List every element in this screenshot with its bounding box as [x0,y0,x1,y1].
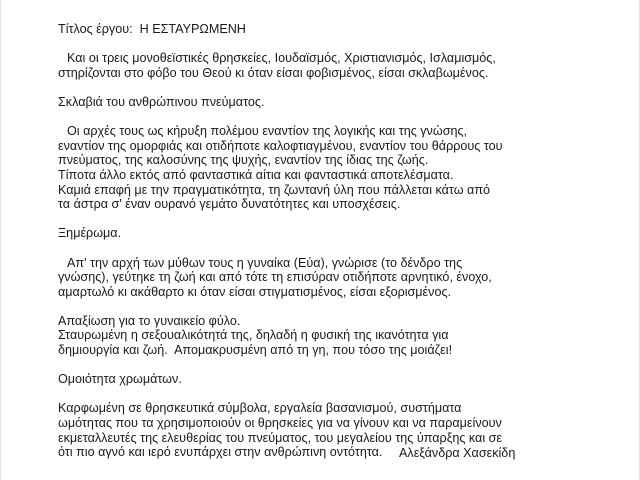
author-signature: Αλεξάνδρα Χασεκίδη [399,446,516,460]
text-line: γνώσης), γεύτηκε τη ζωή και από τότε τη επισύραν οτιδήποτε αρνητικό, ένοχο, [58,270,492,285]
paragraph-6 [58,314,628,358]
text-line: Καρφωμένη σε θρησκευτικά σύμβολα, εργαλεία βασανισμού, συστήματα [58,401,462,416]
paragraph-3 [58,124,628,212]
paragraph-7 [58,372,628,387]
title-value: Η ΕΣΤΑΥΡΩΜΕΝΗ [139,22,246,36]
text-line: Ομοιότητα χρωμάτων. [58,372,182,387]
text-line: Τίποτα άλλο εκτός από φανταστικά αίτια και φανταστικά αποτελέσματα. [58,167,454,182]
title-label: Τίτλος έργου: [58,22,133,36]
document-title [58,22,628,37]
text-line: Σκλαβιά του ανθρώπινου πνεύματος. [58,94,265,109]
text-line: εναντίον της ομορφιάς και οτιδήποτε καλοφτιαγμένου, εναντίον του θάρρους του [58,138,503,153]
text-line: Οι αρχές τους ως κήρυξη πολέμου εναντίον της λογικής και της γνώσης, [67,124,468,139]
text-line: ωμότητας που τα χρησιμοποιούν οι θρησκείες για να γίνουν και να παραμείνουν [58,416,502,431]
text-line: Ξημέρωμα. [58,226,122,241]
text-line: πνεύματος, της καλοσύνης της ψυχής, εναντίον της ίδιας της ζωής. [58,153,429,168]
text-line: Απαξίωση για το γυναικείο φύλο. [58,313,241,328]
text-line: τα άστρα σ' έναν ουρανό γεμάτο δυνατότητες και υποσχέσεις. [58,197,401,212]
text-line: δημιουργία και ζωή. Απομακρυσμένη από τη γη, που τόσο της μοιάζει! [58,343,453,358]
paragraph-5 [58,256,628,300]
paragraph-1 [58,51,628,80]
paragraph-2 [58,95,628,110]
text-line: Απ' την αρχή των μύθων τους η γυναίκα (Εύα), γνώρισε (το δένδρο της [67,255,463,270]
text-line: αμαρτωλό κι ακάθαρτο κι όταν είσαι στιγματισμένος, είσαι εξορισμένος. [58,284,452,299]
text-line: Και οι τρεις μονοθεϊστικές θρησκείες, Ιουδαϊσμός, Χριστιανισμός, Ισλαμισμός, [67,51,496,66]
text-line: ότι πιο αγνό και ιερό ενυπάρχει στην ανθρώπινη οντότητα. [58,445,383,460]
text-line: Καμιά επαφή με την πραγματικότητα, τη ζωντανή ύλη που πάλλεται κάτω από [58,182,491,197]
document-body [58,22,628,460]
text-line: Σταυρωμένη η σεξουαλικότητά της, δηλαδή η φυσική της ικανότητα για [58,328,449,343]
paragraph-4 [58,226,628,241]
text-line: εκμεταλλευτές της ελευθερίας του πνεύματος, του μεγαλείου της ύπαρξης και σε [58,430,503,445]
paragraph-8 [58,401,628,459]
text-line: στηρίζονται στο φόβο του Θεού κι όταν είσαι φοβισμένος, είσαι σκλαβωμένος. [58,65,489,80]
